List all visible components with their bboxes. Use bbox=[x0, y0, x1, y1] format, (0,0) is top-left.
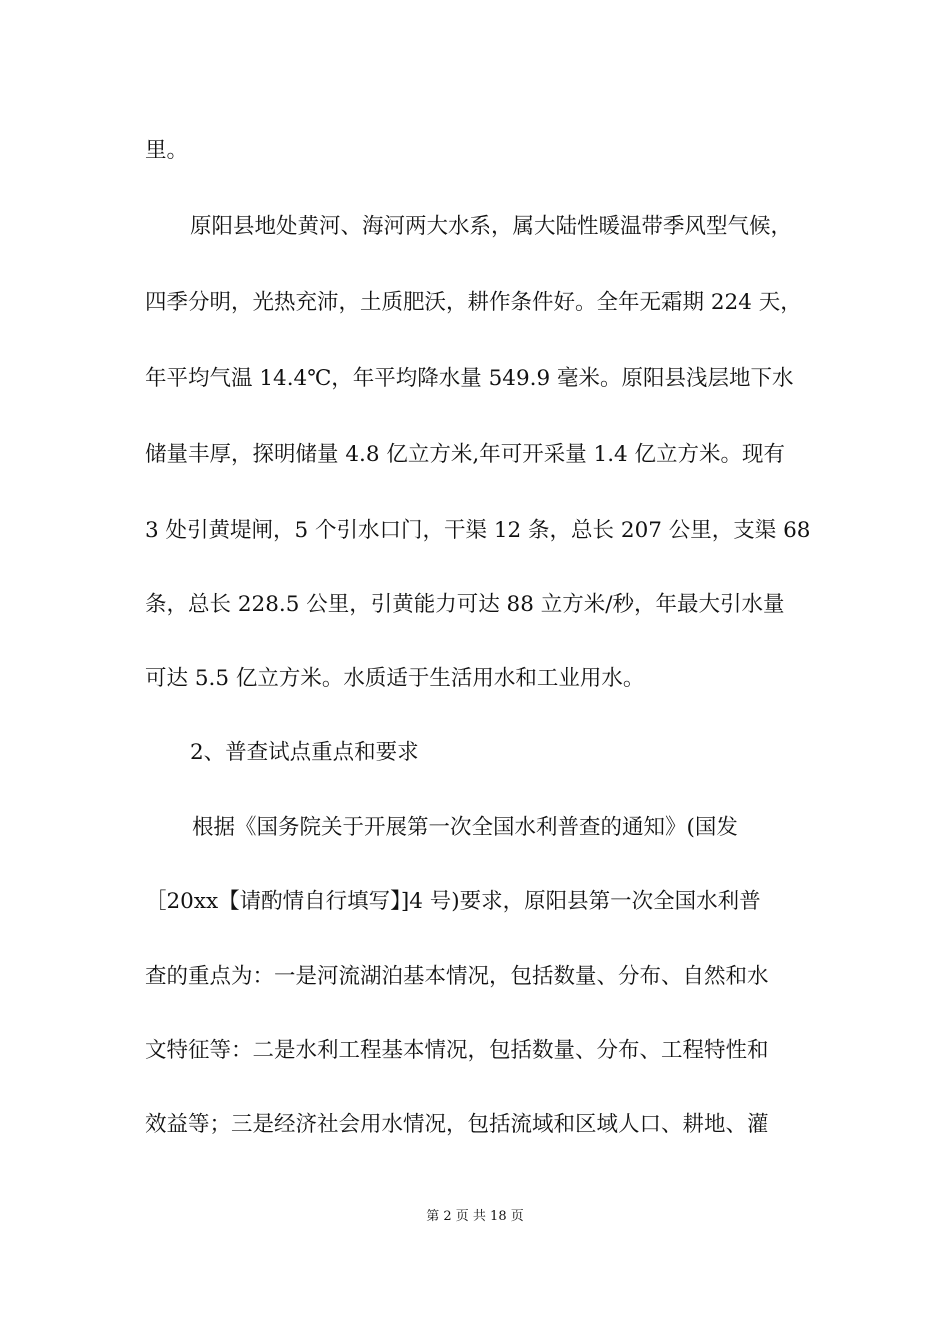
text-line-10: 根据《国务院关于开展第一次全国水利普查的通知》(国发 bbox=[192, 815, 738, 840]
text-line-6: 3 处引黄堤闸，5 个引水口门，干渠 12 条，总长 207 公里，支渠 68 bbox=[145, 518, 811, 543]
text-line-11: ［20xx【请酌情自行填写】]4 号)要求，原阳县第一次全国水利普 bbox=[145, 889, 761, 914]
text-line-2: 原阳县地处黄河、海河两大水系，属大陆性暖温带季风型气候， bbox=[190, 214, 793, 239]
text-line-3: 四季分明，光热充沛，土质肥沃，耕作条件好。全年无霜期 224 天， bbox=[145, 290, 802, 315]
text-line-8: 可达 5.5 亿立方米。水质适于生活用水和工业用水。 bbox=[145, 666, 645, 691]
text-line-12: 查的重点为：一是河流湖泊基本情况，包括数量、分布、自然和水 bbox=[145, 964, 769, 989]
text-line-4: 年平均气温 14.4℃，年平均降水量 549.9 毫米。原阳县浅层地下水 bbox=[145, 366, 794, 391]
section-heading: 2、普查试点重点和要求 bbox=[190, 740, 419, 765]
text-line-14: 效益等；三是经济社会用水情况，包括流域和区域人口、耕地、灌 bbox=[145, 1112, 769, 1137]
text-line-13: 文特征等：二是水利工程基本情况，包括数量、分布、工程特性和 bbox=[145, 1038, 769, 1063]
text-line-5: 储量丰厚，探明储量 4.8 亿立方米,年可开采量 1.4 亿立方米。现有 bbox=[145, 442, 786, 467]
page-number-footer: 第 2 页 共 18 页 bbox=[426, 1209, 524, 1224]
text-line-1: 里。 bbox=[145, 138, 189, 163]
text-line-7: 条，总长 228.5 公里，引黄能力可达 88 立方米/秒，年最大引水量 bbox=[145, 592, 785, 617]
